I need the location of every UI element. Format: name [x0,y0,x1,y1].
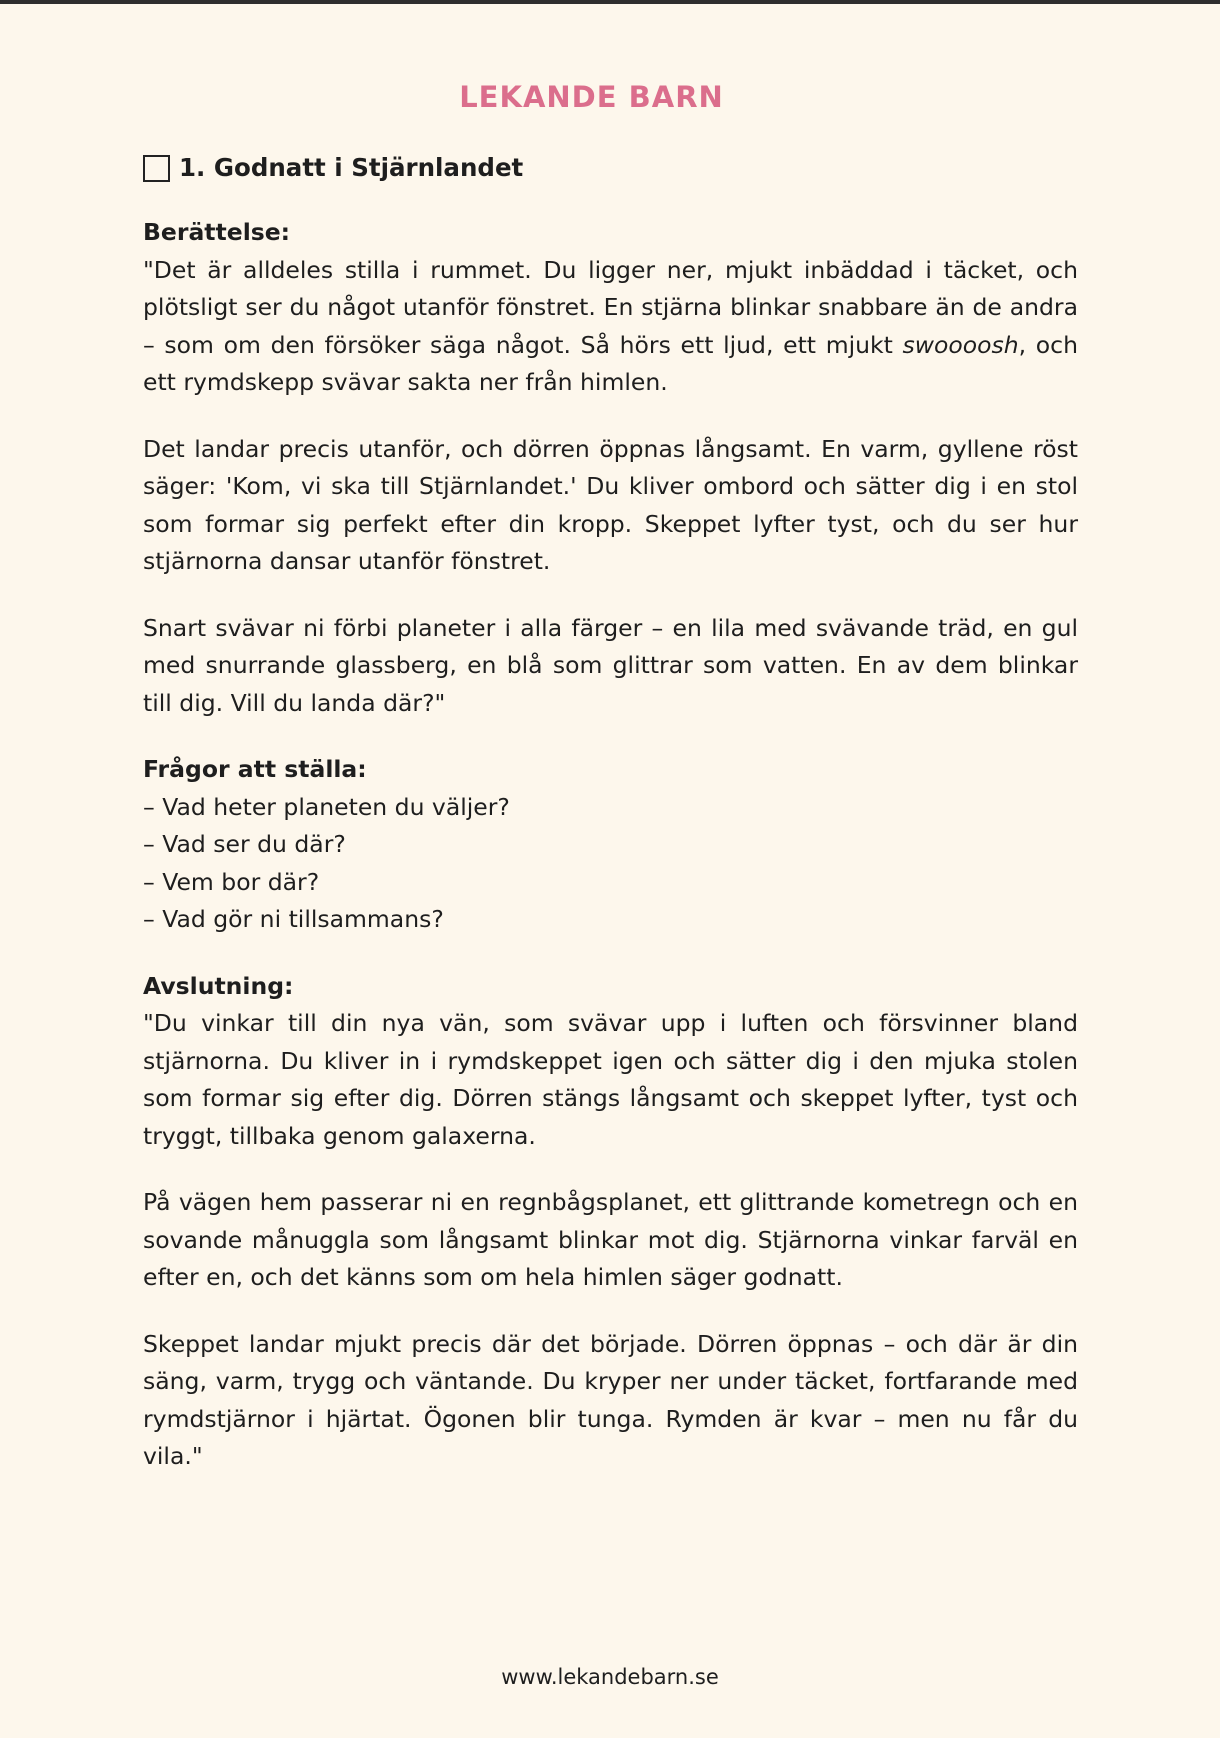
questions-heading: Frågor att ställa: [143,755,367,783]
story-paragraph-1-end: , och ett rymdskepp svävar sakta ner från himlen. [143,330,1078,396]
question-item: – Vad heter planeten du väljer? [143,792,510,821]
top-border [0,0,1220,4]
question-item: – Vad gör ni tillsammans? [143,905,444,933]
done-checkbox[interactable] [143,155,170,182]
story-paragraph-1-italic: swoooosh [902,330,1019,359]
ending-heading: Avslutning: [143,971,294,1000]
page-content [143,148,1078,1476]
story-heading: Berättelse: [143,218,291,246]
ending-paragraph-1: "Du vinkar till din nya vän, som svävar upp i luften och försvinner bland stjärnorna. Du kliver in i rymdskeppet igen och sätter dig i den mjuka stolen som formar sig efter dig. Dörren stängs långsamt och skeppet lyfter, tyst och tryggt, tillbaka genom galaxerna. [143,1009,1078,1150]
footer-url: www.lekandebarn.se [501,1665,719,1689]
story-paragraph-2: Det landar precis utanför, och dörren öppnas långsamt. En varm, gyllene röst säger: 'Kom, vi ska till Stjärnlandet.' Du kliver ombord och sätter dig i en stol som formar sig perfekt efter din kropp. Skeppet lyfter tyst, och du ser hur stjärnorna dansar utanför fönstret. [143,434,1078,575]
story-title: 1. Godnatt i Stjärnlandet [179,153,524,183]
story-paragraph-1 [143,252,1078,402]
ending-paragraph-3: Skeppet landar mjukt precis där det började. Dörren öppnas – och där är din säng, varm, trygg och väntande. Du kryper ner under täcket, fortfarande med rymdstjärnor i hjärtat. Ögonen blir tunga. Rymden är kvar – men nu får du vila." [143,1329,1078,1470]
question-item: – Vem bor där? [143,867,320,896]
story-paragraph-1-start: "Det är alldeles stilla i rummet. Du ligger ner, mjukt inbäddad i täcket, och plötsligt ser du något utanför fönstret. En stjärna blinkar snabbare än de andra – som om den försöker säga något. Så hörs ett ljud, ett mjukt [143,255,1078,359]
question-item: – Vad ser du där? [143,830,346,858]
story-paragraph-3: Snart svävar ni förbi planeter i alla färger – en lila med svävande träd, en gul med snurrande glassberg, en blå som glittrar som vatten. En av dem blinkar till dig. Vill du landa där?" [143,613,1078,717]
ending-paragraph-2: På vägen hem passerar ni en regnbågsplanet, ett glittrande kometregn och en sovande månuggla som långsamt blinkar mot dig. Stjärnorna vinkar farväl en efter en, och det känns som om hela himlen säger godnatt. [143,1188,1078,1291]
brand-logo: LEKANDE BARN [459,80,724,114]
questions-list [143,789,1078,939]
story-title-row [143,148,1078,188]
